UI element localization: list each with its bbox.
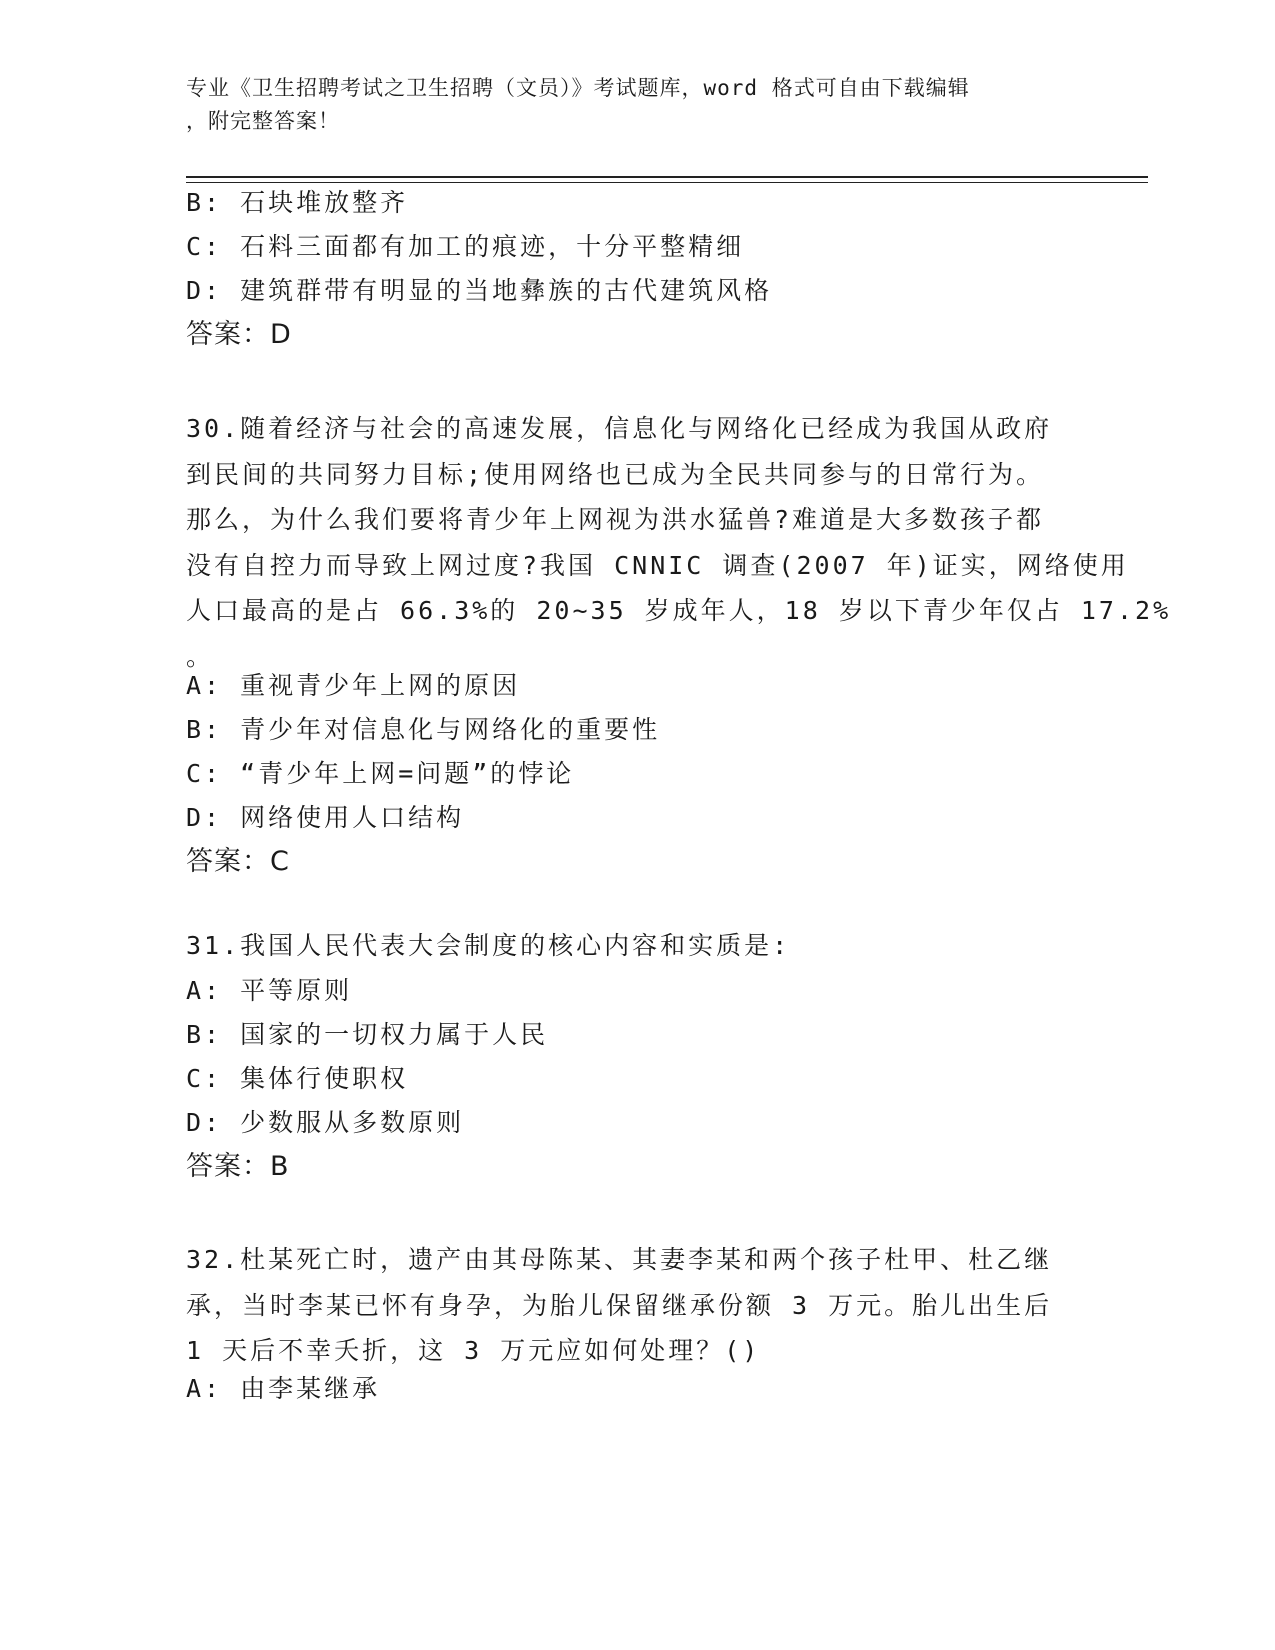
- q30-stem: [186, 406, 1172, 679]
- q30-stem-line: 。: [186, 641, 215, 671]
- q30-stem-line: 没有自控力而导致上网过度?我国 CNNIC 调查(2007 年)证实，网络使用: [186, 550, 1129, 580]
- q29-option-b: B: 石块堆放整齐: [186, 188, 409, 217]
- q32-stem-line: 32.杜某死亡时，遗产由其母陈某、其妻李某和两个孩子杜甲、杜乙继: [186, 1245, 1053, 1274]
- q30-stem-line: 那么，为什么我们要将青少年上网视为洪水猛兽?难道是大多数孩子都: [186, 505, 1045, 534]
- q30-answer: 答案：C: [186, 846, 290, 877]
- q31-option-d: D: 少数服从多数原则: [186, 1108, 465, 1137]
- q30-option-c: C: “青少年上网=问题”的悖论: [186, 759, 575, 788]
- q31-option-c: C: 集体行使职权: [186, 1064, 409, 1093]
- q31-option-a: A: 平等原则: [186, 976, 353, 1005]
- header-divider-thick: [186, 176, 1148, 178]
- q30-option-a: A: 重视青少年上网的原因: [186, 671, 521, 700]
- q31-option-b: B: 国家的一切权力属于人民: [186, 1020, 549, 1049]
- q30-stem-line: 人口最高的是占 66.3%的 20~35 岁成年人，18 岁以下青少年仅占 17.2%: [186, 596, 1172, 625]
- q30-stem-line: 到民间的共同努力目标;使用网络也已成为全民共同参与的日常行为。: [186, 459, 1045, 489]
- q30-option-d: D: 网络使用人口结构: [186, 803, 465, 832]
- q30-option-b: B: 青少年对信息化与网络化的重要性: [186, 715, 661, 744]
- header-line-1: 专业《卫生招聘考试之卫生招聘（文员）》考试题库，word 格式可自由下载编辑: [186, 76, 970, 100]
- q30-stem-line: 30.随着经济与社会的高速发展，信息化与网络化已经成为我国从政府: [186, 414, 1053, 443]
- q32-stem-line: 承，当时李某已怀有身孕，为胎儿保留继承份额 3 万元。胎儿出生后: [186, 1290, 1053, 1320]
- q29-option-d: D: 建筑群带有明显的当地彝族的古代建筑风格: [186, 276, 773, 305]
- q29-option-c: C: 石料三面都有加工的痕迹，十分平整精细: [186, 232, 745, 261]
- q32-option-a: A: 由李某继承: [186, 1374, 381, 1403]
- q32-stem: [186, 1237, 1086, 1374]
- header-line-2: ，附完整答案！: [186, 109, 340, 133]
- q32-stem-line: 1 天后不幸夭折，这 3 万元应如何处理？(): [186, 1336, 761, 1365]
- q31-answer: 答案：B: [186, 1151, 290, 1182]
- document-header: [186, 72, 1086, 138]
- q31-stem: 31.我国人民代表大会制度的核心内容和实质是:: [186, 931, 791, 960]
- q29-answer: 答案：D: [186, 319, 292, 350]
